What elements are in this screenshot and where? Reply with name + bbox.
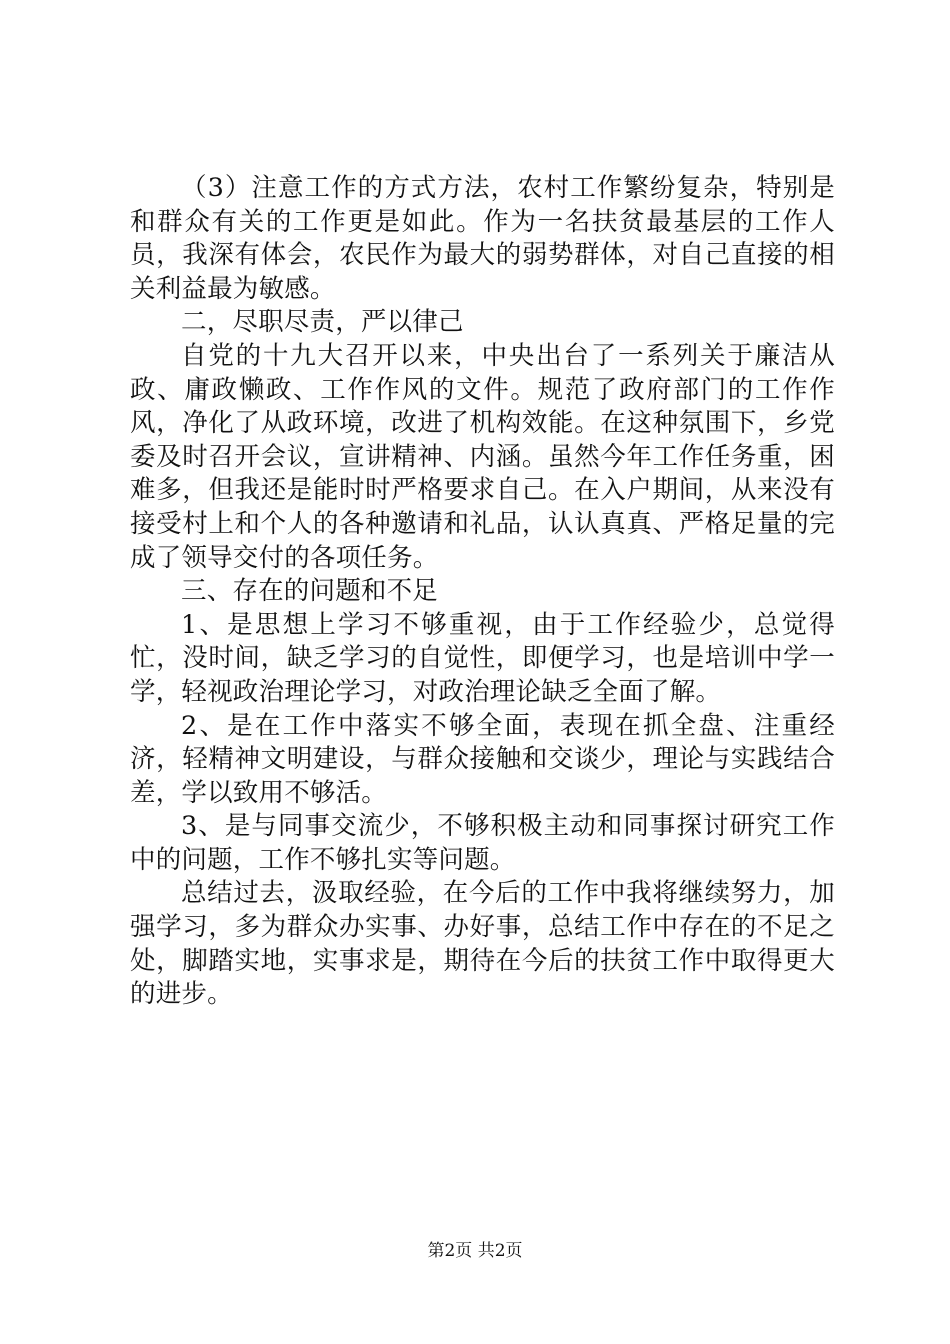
paragraph-conclusion: 总结过去，汲取经验，在今后的工作中我将继续努力，加强学习，多为群众办实事、办好事，总结工作中存在的不足之处，脚踏实地，实事求是，期待在今后的扶贫工作中取得更大的进步。: [130, 878, 835, 1010]
paragraph-issue-three: 3、是与同事交流少，不够积极主动和同事探讨研究工作中的问题，工作不够扎实等问题。: [130, 811, 835, 875]
page-number-footer: 第2页 共2页: [427, 1241, 523, 1261]
paragraph-method: （3）注意工作的方式方法，农村工作繁纷复杂，特别是和群众有关的工作更是如此。作为一名扶贫最基层的工作人员，我深有体会，农民作为最大的弱势群体，对自己直接的相关利益最为敏感。: [130, 173, 835, 304]
document-body: [130, 172, 835, 1012]
heading-section-two: 二，尽职尽责，严以律己: [181, 307, 464, 338]
heading-section-three: 三、存在的问题和不足: [181, 576, 439, 607]
paragraph-issue-two: 2、是在工作中落实不够全面，表现在抓全盘、注重经济，轻精神文明建设，与群众接触和交谈少，理论与实践结合差，学以致用不够活。: [130, 710, 835, 808]
paragraph-issue-one: 1、是思想上学习不够重视，由于工作经验少，总觉得忙，没时间，缺乏学习的自觉性，即便学习，也是培训中学一学，轻视政治理论学习，对政治理论缺乏全面了解。: [130, 609, 835, 707]
paragraph-discipline: 自党的十九大召开以来，中央出台了一系列关于廉洁从政、庸政懒政、工作作风的文件。规范了政府部门的工作作风，净化了从政环境，改进了机构效能。在这种氛围下，乡党委及时召开会议，宣讲精神、内涵。虽然今年工作任务重，困难多，但我还是能时时严格要求自己。在入户期间，从来没有接受村上和个人的各种邀请和礼品，认认真真、严格足量的完成了领导交付的各项任务。: [130, 340, 835, 573]
